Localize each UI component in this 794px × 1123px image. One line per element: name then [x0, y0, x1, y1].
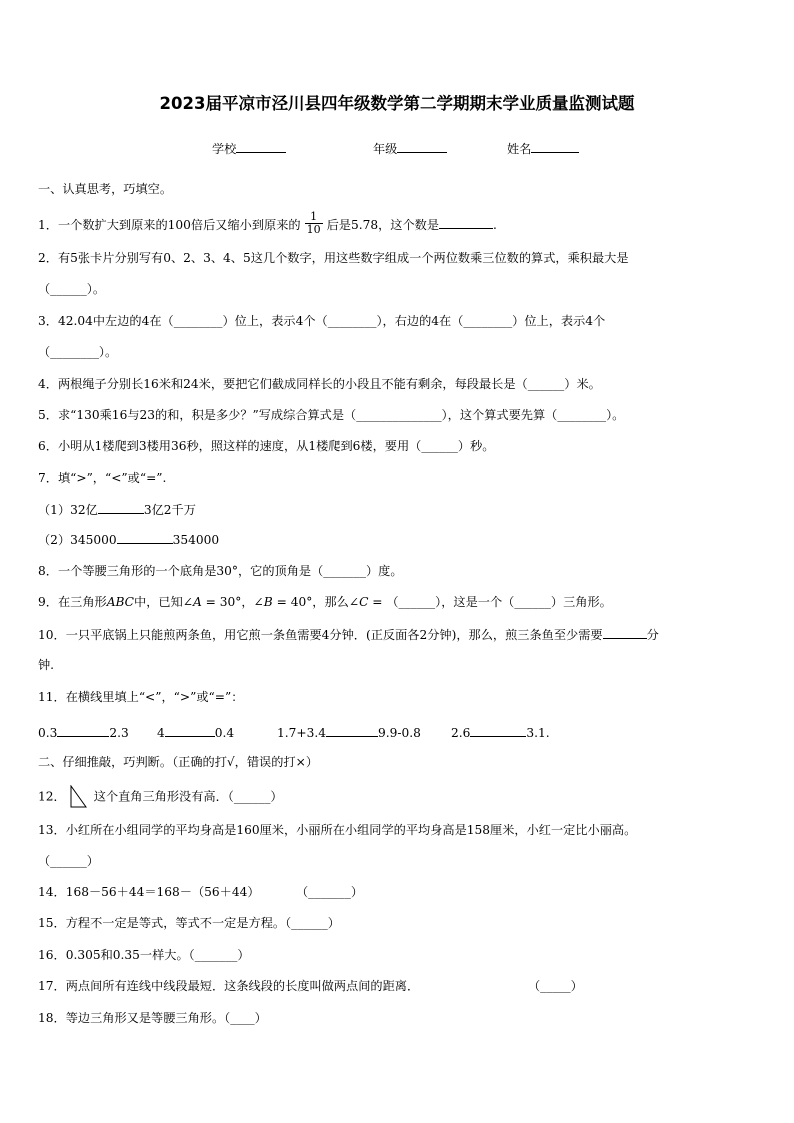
question-8: 8．一个等腰三角形的一个底角是30°，它的顶角是（_______）度。	[38, 564, 403, 578]
question-16: 16．0.305和0.35一样大。（_______）	[38, 948, 250, 962]
question-2-line-1: 2．有5张卡片分别写有0、2、3、4、5这几个数字，用这些数字组成一个两位数乘三位数的算式，乘积最大是	[38, 251, 629, 265]
question-3-line-2: （________）。	[38, 345, 118, 359]
school-field	[212, 140, 286, 157]
q9-text-4: = 40°，那么∠	[272, 595, 360, 609]
question-15: 15．方程不一定是等式，等式不一定是方程。（______）	[38, 916, 340, 930]
grade-field	[373, 140, 447, 157]
section-2-heading: 二、仔细推敲，巧判断。（正确的打√，错误的打×）	[38, 755, 319, 769]
q7-b-blank[interactable]	[117, 531, 173, 544]
q9-text-3: = 30°，∠	[201, 595, 264, 609]
q11-item-1	[38, 724, 129, 741]
question-7-part-1	[38, 501, 764, 518]
school-label: 学校	[212, 142, 237, 156]
q7-b-right: 354000	[172, 533, 220, 547]
q9-text-1: 9．在三角形	[38, 595, 107, 609]
q10-answer-blank[interactable]	[603, 626, 647, 639]
q9-text-2: 中，已知∠	[134, 595, 193, 609]
q7-a-right: 3亿2千万	[143, 503, 196, 517]
fraction-numerator: 1	[305, 211, 323, 224]
q12-number: 12．	[38, 789, 66, 804]
question-10-line-1	[38, 626, 764, 643]
q11-1-blank[interactable]	[57, 724, 109, 737]
question-11-stem: 11．在横线里填上“<”，“>”或“=”：	[38, 690, 244, 704]
q14-expression: 14．168－56＋44＝168－（56＋44）	[38, 885, 260, 899]
school-blank[interactable]	[236, 140, 286, 153]
q14-answer-blank[interactable]: （_______）	[296, 885, 364, 899]
q17-text: 17．两点间所有连线中线段最短．这条线段的长度叫做两点间的距离．	[38, 979, 420, 993]
q11-1-right: 2.3	[109, 726, 129, 740]
q1-text-post: 后是5.78，这个数是	[326, 218, 440, 232]
q11-4-right: 3.1.	[526, 726, 550, 740]
right-triangle-icon	[68, 785, 88, 809]
question-17	[38, 978, 764, 994]
q9-angle-c: C	[359, 595, 369, 609]
q1-end: .	[493, 218, 497, 232]
question-12	[38, 785, 764, 809]
question-1	[38, 210, 764, 238]
q11-item-4	[451, 724, 550, 741]
q9-angle-a: A	[192, 595, 202, 609]
q11-item-3	[277, 724, 421, 741]
name-label: 姓名	[507, 142, 532, 156]
q11-2-blank[interactable]	[165, 724, 215, 737]
q9-triangle-name: ABC	[106, 595, 135, 609]
q1-text: 1．一个数扩大到原来的100倍后又缩小到原来的	[38, 218, 301, 232]
q1-answer-blank[interactable]	[439, 216, 493, 229]
q12-text: 这个直角三角形没有高．（______）	[93, 789, 283, 804]
question-2-line-2: （______）。	[38, 282, 106, 296]
question-3-line-1: 3．42.04中左边的4在（________）位上，表示4个（________），右边的4在（________）位上，表示4个	[38, 314, 606, 328]
question-10-line-2: 钟.	[38, 658, 55, 672]
grade-blank[interactable]	[397, 140, 447, 153]
q11-4-blank[interactable]	[470, 724, 526, 737]
question-18: 18．等边三角形又是等腰三角形。（____）	[38, 1011, 267, 1025]
q11-3-right: 9.9-0.8	[377, 726, 421, 740]
q9-angle-b: B	[263, 595, 273, 609]
name-blank[interactable]	[531, 140, 579, 153]
q11-3-blank[interactable]	[326, 724, 378, 737]
question-5: 5．求“130乘16与23的和，积是多少？”写成综合算式是（______________），这个算式要先算（________）。	[38, 408, 625, 422]
q11-2-right: 0.4	[214, 726, 235, 740]
q11-4-left: 2.6	[451, 726, 471, 740]
q11-item-2	[157, 724, 234, 741]
q11-3-left: 1.7+3.4	[277, 726, 326, 740]
q10-text: 10．一只平底锅上只能煎两条鱼，用它煎一条鱼需要4分钟．(正反面各2分钟)，那么，煎三条鱼至少需要	[38, 628, 603, 642]
fraction-denominator: 10	[306, 223, 321, 236]
q7-b-left: （2）345000	[38, 533, 117, 547]
question-13-line-2: （______）	[38, 854, 99, 868]
q11-2-left: 4	[157, 726, 165, 740]
section-1-heading: 一、认真思考，巧填空。	[38, 182, 173, 196]
question-14	[38, 884, 764, 900]
grade-label: 年级	[373, 142, 398, 156]
page-title: 2023届平凉市泾川县四年级数学第二学期期末学业质量监测试题	[159, 94, 635, 113]
question-6: 6．小明从1楼爬到3楼用36秒，照这样的速度，从1楼爬到6楼，要用（______）秒。	[38, 439, 495, 453]
question-9	[38, 594, 764, 610]
question-7-stem: 7．填“>”，“<”或“=”.	[38, 471, 167, 485]
fraction-one-tenth	[305, 211, 323, 236]
q10-unit: 分	[646, 628, 659, 642]
question-4: 4．两根绳子分别长16米和24米，要把它们截成同样长的小段且不能有剩余，每段最长是（______）米。	[38, 377, 601, 391]
question-13-line-1: 13．小红所在小组同学的平均身高是160厘米，小丽所在小组同学的平均身高是158厘米，小红一定比小丽高。	[38, 823, 637, 837]
q11-1-left: 0.3	[38, 726, 58, 740]
q17-answer-blank[interactable]: （_____）	[528, 979, 583, 993]
question-7-part-2	[38, 531, 764, 548]
q7-a-blank[interactable]	[98, 501, 144, 514]
q9-text-5: = （______），这是一个（______）三角形。	[368, 595, 612, 609]
q7-a-left: （1）32亿	[38, 503, 98, 517]
name-field	[507, 140, 579, 157]
